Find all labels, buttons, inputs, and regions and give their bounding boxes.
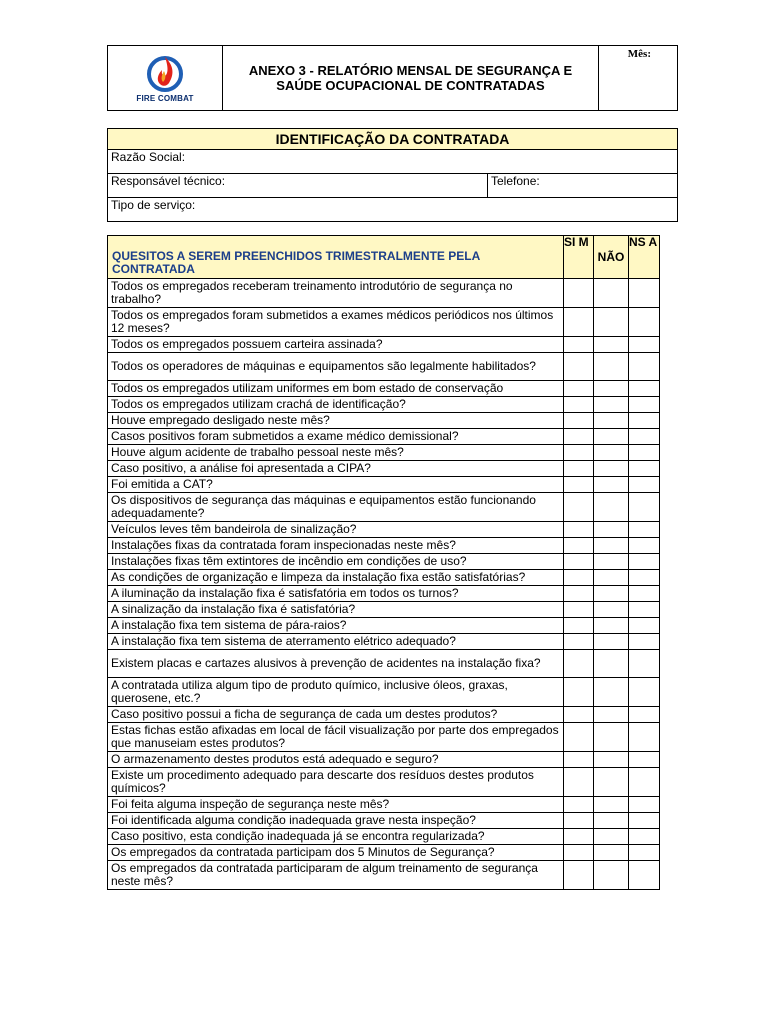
answer-nsa-cell[interactable] xyxy=(629,308,660,337)
answer-nao-cell[interactable] xyxy=(594,570,629,586)
answer-nsa-cell[interactable] xyxy=(629,707,660,723)
fire-combat-logo-icon xyxy=(145,53,185,93)
question-row xyxy=(108,413,660,429)
answer-nao-cell[interactable] xyxy=(594,353,629,381)
answer-nao-cell[interactable] xyxy=(594,445,629,461)
answer-sim-cell[interactable] xyxy=(564,752,594,768)
answer-sim-cell[interactable] xyxy=(564,602,594,618)
question-row xyxy=(108,337,660,353)
question-text: Houve empregado desligado neste mês? xyxy=(108,413,564,429)
question-text: Casos positivos foram submetidos a exame médico demissional? xyxy=(108,429,564,445)
answer-sim-cell[interactable] xyxy=(564,397,594,413)
answer-nsa-cell[interactable] xyxy=(629,634,660,650)
answer-nsa-cell[interactable] xyxy=(629,429,660,445)
question-row xyxy=(108,723,660,752)
answer-nao-cell[interactable] xyxy=(594,381,629,397)
answer-sim-cell[interactable] xyxy=(564,797,594,813)
answer-sim-cell[interactable] xyxy=(564,381,594,397)
question-row xyxy=(108,353,660,381)
question-text: A instalação fixa tem sistema de aterramento elétrico adequado? xyxy=(108,634,564,650)
question-row xyxy=(108,768,660,797)
answer-nsa-cell[interactable] xyxy=(629,678,660,707)
title-line-2: SAÚDE OCUPACIONAL DE CONTRATADAS xyxy=(276,78,545,93)
answer-nao-cell[interactable] xyxy=(594,397,629,413)
question-text: Todos os empregados possuem carteira assinada? xyxy=(108,337,564,353)
answer-nsa-cell[interactable] xyxy=(629,861,660,890)
answer-nao-cell[interactable] xyxy=(594,308,629,337)
question-text: Foi identificada alguma condição inadequada grave nesta inspeção? xyxy=(108,813,564,829)
answer-nsa-cell[interactable] xyxy=(629,554,660,570)
answer-nao-cell[interactable] xyxy=(594,829,629,845)
question-text: Existe um procedimento adequado para descarte dos resíduos destes produtos químicos? xyxy=(108,768,564,797)
answer-nao-cell[interactable] xyxy=(594,538,629,554)
question-row xyxy=(108,586,660,602)
answer-nsa-cell[interactable] xyxy=(629,477,660,493)
answer-sim-cell[interactable] xyxy=(564,554,594,570)
question-text: Todos os empregados foram submetidos a exames médicos periódicos nos últimos 12 meses? xyxy=(108,308,564,337)
question-text: Houve algum acidente de trabalho pessoal neste mês? xyxy=(108,445,564,461)
answer-sim-cell[interactable] xyxy=(564,445,594,461)
question-row xyxy=(108,493,660,522)
question-text: Caso positivo possui a ficha de segurança de cada um destes produtos? xyxy=(108,707,564,723)
quesitos-title: QUESITOS A SEREM PREENCHIDOS TRIMESTRALMENTE PELA CONTRATADA xyxy=(108,236,564,279)
question-row xyxy=(108,618,660,634)
answer-sim-cell[interactable] xyxy=(564,586,594,602)
question-row xyxy=(108,845,660,861)
quesitos-table xyxy=(107,235,660,890)
question-text: Os empregados da contratada participaram de algum treinamento de segurança neste mês? xyxy=(108,861,564,890)
question-text: Veículos leves têm bandeirola de sinalização? xyxy=(108,522,564,538)
answer-nsa-cell[interactable] xyxy=(629,618,660,634)
question-row xyxy=(108,707,660,723)
answer-nsa-cell[interactable] xyxy=(629,538,660,554)
question-text: A contratada utiliza algum tipo de produto químico, inclusive óleos, graxas, querosene, etc.? xyxy=(108,678,564,707)
answer-nsa-cell[interactable] xyxy=(629,797,660,813)
answer-nsa-cell[interactable] xyxy=(629,723,660,752)
answer-nsa-cell[interactable] xyxy=(629,493,660,522)
quesitos-body xyxy=(108,279,660,890)
question-text: A iluminação da instalação fixa é satisfatória em todos os turnos? xyxy=(108,586,564,602)
question-text: Instalações fixas têm extintores de incêndio em condições de uso? xyxy=(108,554,564,570)
col-sim: SI M xyxy=(564,236,594,279)
answer-nsa-cell[interactable] xyxy=(629,650,660,678)
answer-nao-cell[interactable] xyxy=(594,602,629,618)
answer-sim-cell[interactable] xyxy=(564,522,594,538)
answer-nsa-cell[interactable] xyxy=(629,381,660,397)
question-text: A instalação fixa tem sistema de pára-raios? xyxy=(108,618,564,634)
identificacao-title: IDENTIFICAÇÃO DA CONTRATADA xyxy=(108,129,678,150)
mes-field[interactable] xyxy=(599,46,678,111)
document-header xyxy=(107,45,678,111)
answer-nao-cell[interactable] xyxy=(594,861,629,890)
answer-sim-cell[interactable] xyxy=(564,650,594,678)
answer-nsa-cell[interactable] xyxy=(629,813,660,829)
responsavel-field[interactable] xyxy=(108,174,488,198)
answer-nao-cell[interactable] xyxy=(594,650,629,678)
answer-nao-cell[interactable] xyxy=(594,678,629,707)
answer-sim-cell[interactable] xyxy=(564,538,594,554)
question-row xyxy=(108,634,660,650)
answer-nsa-cell[interactable] xyxy=(629,845,660,861)
answer-sim-cell[interactable] xyxy=(564,493,594,522)
question-text: A sinalização da instalação fixa é satisfatória? xyxy=(108,602,564,618)
question-text: Todos os empregados utilizam crachá de identificação? xyxy=(108,397,564,413)
document-title xyxy=(223,46,599,111)
question-text: O armazenamento destes produtos está adequado e seguro? xyxy=(108,752,564,768)
answer-nao-cell[interactable] xyxy=(594,493,629,522)
question-row xyxy=(108,650,660,678)
answer-sim-cell[interactable] xyxy=(564,353,594,381)
answer-nsa-cell[interactable] xyxy=(629,602,660,618)
answer-nsa-cell[interactable] xyxy=(629,570,660,586)
answer-nao-cell[interactable] xyxy=(594,461,629,477)
question-text: Instalações fixas da contratada foram inspecionadas neste mês? xyxy=(108,538,564,554)
question-row xyxy=(108,445,660,461)
tipo-servico-field[interactable] xyxy=(108,198,678,222)
answer-nao-cell[interactable] xyxy=(594,813,629,829)
question-row xyxy=(108,602,660,618)
answer-nao-cell[interactable] xyxy=(594,279,629,308)
answer-sim-cell[interactable] xyxy=(564,768,594,797)
question-text: Foi emitida a CAT? xyxy=(108,477,564,493)
question-row xyxy=(108,279,660,308)
question-row xyxy=(108,554,660,570)
question-row xyxy=(108,829,660,845)
question-text: Existem placas e cartazes alusivos à prevenção de acidentes na instalação fixa? xyxy=(108,650,564,678)
col-nsa: NS A xyxy=(629,236,660,279)
answer-nao-cell[interactable] xyxy=(594,477,629,493)
question-row xyxy=(108,678,660,707)
answer-nao-cell[interactable] xyxy=(594,797,629,813)
answer-sim-cell[interactable] xyxy=(564,723,594,752)
question-text: Os dispositivos de segurança das máquinas e equipamentos estão funcionando adequadamente? xyxy=(108,493,564,522)
answer-nao-cell[interactable] xyxy=(594,752,629,768)
question-row xyxy=(108,522,660,538)
answer-nao-cell[interactable] xyxy=(594,707,629,723)
answer-sim-cell[interactable] xyxy=(564,618,594,634)
razao-social-field[interactable] xyxy=(108,150,678,174)
answer-nao-cell[interactable] xyxy=(594,618,629,634)
razao-social-label: Razão Social: xyxy=(111,150,186,164)
mes-label: Mês: xyxy=(627,48,651,60)
responsavel-label: Responsável técnico: xyxy=(111,174,226,188)
answer-sim-cell[interactable] xyxy=(564,845,594,861)
answer-sim-cell[interactable] xyxy=(564,634,594,650)
answer-nsa-cell[interactable] xyxy=(629,337,660,353)
question-row xyxy=(108,381,660,397)
question-text: Caso positivo, esta condição inadequada já se encontra regularizada? xyxy=(108,829,564,845)
col-nao: NÃO xyxy=(594,236,629,279)
answer-sim-cell[interactable] xyxy=(564,707,594,723)
answer-sim-cell[interactable] xyxy=(564,570,594,586)
answer-sim-cell[interactable] xyxy=(564,461,594,477)
answer-sim-cell[interactable] xyxy=(564,279,594,308)
answer-nao-cell[interactable] xyxy=(594,768,629,797)
question-row xyxy=(108,461,660,477)
answer-sim-cell[interactable] xyxy=(564,477,594,493)
logo-text: FIRE COMBAT xyxy=(136,94,194,103)
question-row xyxy=(108,752,660,768)
logo-cell xyxy=(108,46,223,111)
answer-nsa-cell[interactable] xyxy=(629,279,660,308)
telefone-label: Telefone: xyxy=(491,174,540,188)
answer-nao-cell[interactable] xyxy=(594,429,629,445)
question-text: Todos os operadores de máquinas e equipamentos são legalmente habilitados? xyxy=(108,353,564,381)
answer-sim-cell[interactable] xyxy=(564,308,594,337)
answer-nsa-cell[interactable] xyxy=(629,829,660,845)
question-row xyxy=(108,429,660,445)
identificacao-table xyxy=(107,128,678,222)
answer-nsa-cell[interactable] xyxy=(629,353,660,381)
question-row xyxy=(108,538,660,554)
tipo-servico-label: Tipo de serviço: xyxy=(111,198,196,212)
question-row xyxy=(108,308,660,337)
answer-nsa-cell[interactable] xyxy=(629,413,660,429)
answer-nsa-cell[interactable] xyxy=(629,461,660,477)
question-text: Os empregados da contratada participam dos 5 Minutos de Segurança? xyxy=(108,845,564,861)
telefone-field[interactable] xyxy=(488,174,678,198)
answer-nsa-cell[interactable] xyxy=(629,397,660,413)
question-text: Todos os empregados utilizam uniformes em bom estado de conservação xyxy=(108,381,564,397)
answer-nao-cell[interactable] xyxy=(594,723,629,752)
answer-nao-cell[interactable] xyxy=(594,586,629,602)
question-text: Estas fichas estão afixadas em local de fácil visualização por parte dos empregados que manuseiam estes produtos? xyxy=(108,723,564,752)
question-row xyxy=(108,397,660,413)
answer-sim-cell[interactable] xyxy=(564,678,594,707)
question-row xyxy=(108,797,660,813)
answer-sim-cell[interactable] xyxy=(564,829,594,845)
question-text: As condições de organização e limpeza da instalação fixa estão satisfatórias? xyxy=(108,570,564,586)
answer-nao-cell[interactable] xyxy=(594,845,629,861)
question-text: Todos os empregados receberam treinamento introdutório de segurança no trabalho? xyxy=(108,279,564,308)
answer-nsa-cell[interactable] xyxy=(629,752,660,768)
answer-nao-cell[interactable] xyxy=(594,413,629,429)
question-row xyxy=(108,861,660,890)
answer-nsa-cell[interactable] xyxy=(629,586,660,602)
answer-nsa-cell[interactable] xyxy=(629,522,660,538)
answer-nao-cell[interactable] xyxy=(594,522,629,538)
answer-nao-cell[interactable] xyxy=(594,554,629,570)
answer-sim-cell[interactable] xyxy=(564,813,594,829)
answer-nsa-cell[interactable] xyxy=(629,445,660,461)
answer-nao-cell[interactable] xyxy=(594,337,629,353)
question-row xyxy=(108,813,660,829)
answer-sim-cell[interactable] xyxy=(564,337,594,353)
question-text: Caso positivo, a análise foi apresentada a CIPA? xyxy=(108,461,564,477)
answer-sim-cell[interactable] xyxy=(564,861,594,890)
question-row xyxy=(108,477,660,493)
question-text: Foi feita alguma inspeção de segurança neste mês? xyxy=(108,797,564,813)
answer-sim-cell[interactable] xyxy=(564,429,594,445)
question-row xyxy=(108,570,660,586)
answer-nsa-cell[interactable] xyxy=(629,768,660,797)
title-line-1: ANEXO 3 - RELATÓRIO MENSAL DE SEGURANÇA E xyxy=(248,63,573,78)
answer-nao-cell[interactable] xyxy=(594,634,629,650)
answer-sim-cell[interactable] xyxy=(564,413,594,429)
